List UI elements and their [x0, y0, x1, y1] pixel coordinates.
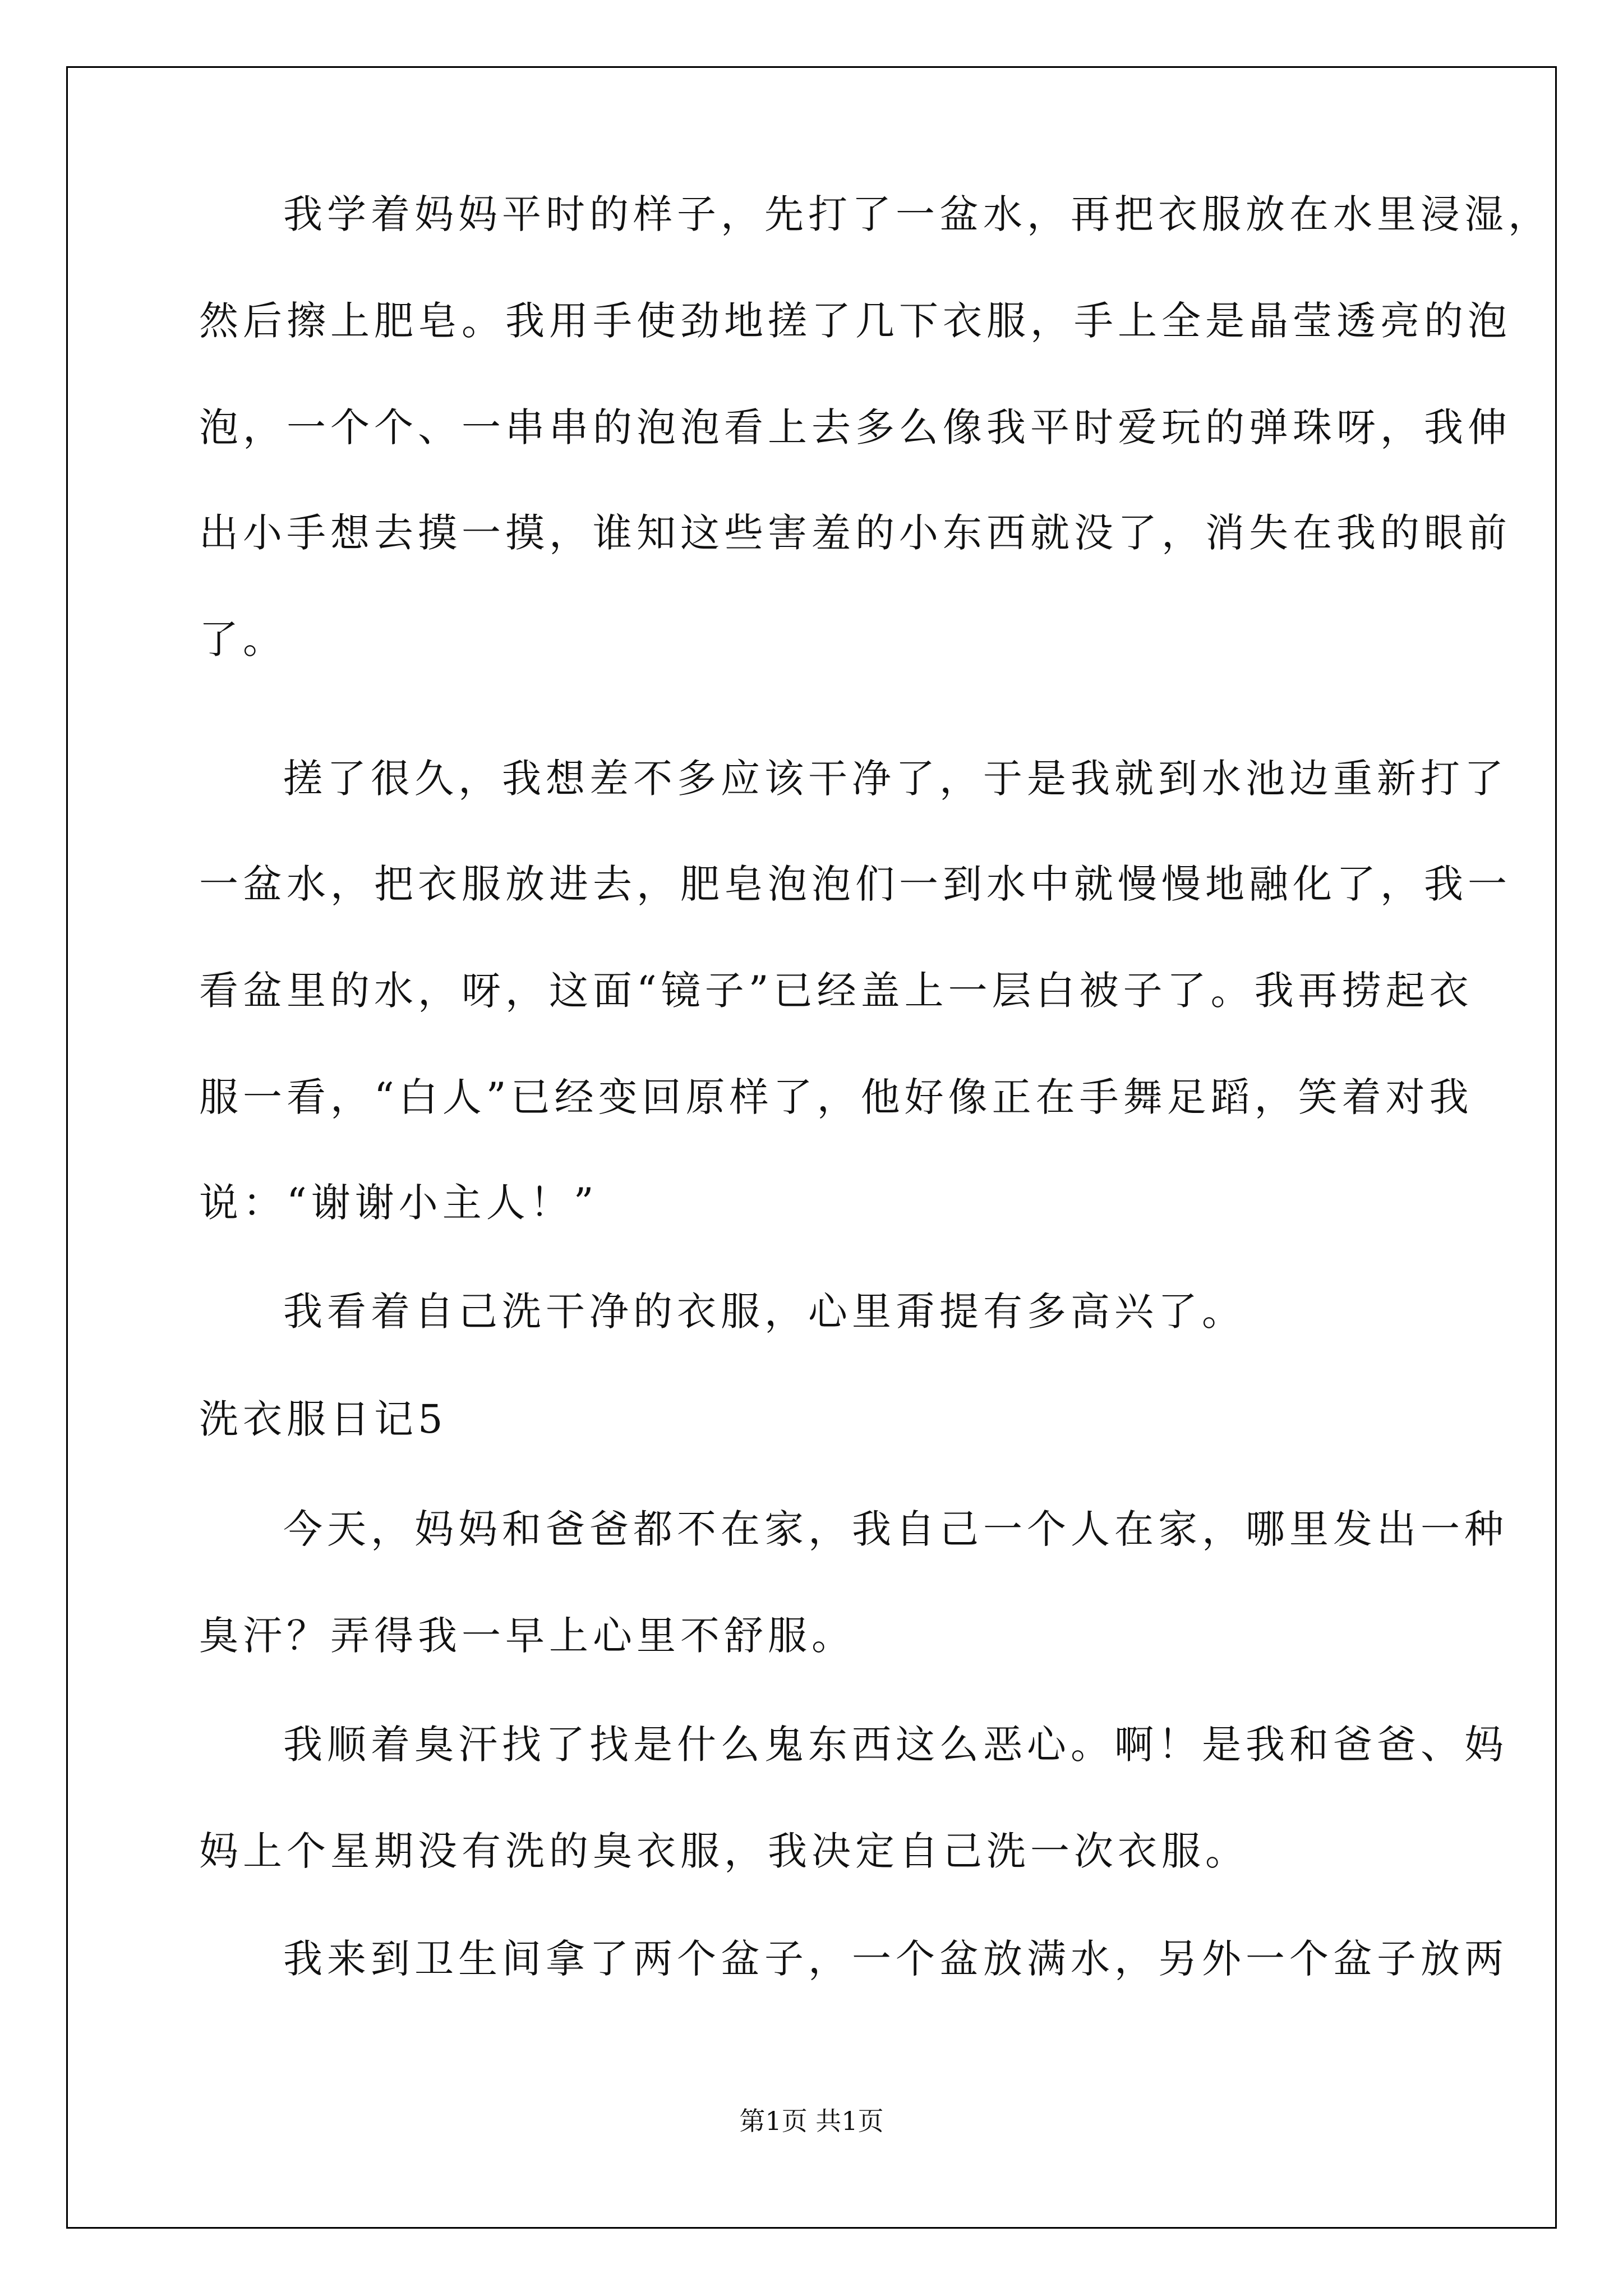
paragraph-line: 我学着妈妈平时的样子，先打了一盆水，再把衣服放在水里浸湿，	[283, 191, 1552, 237]
paragraph-line: 了。	[199, 616, 287, 662]
paragraph-line: 然后擦上肥皂。我用手使劲地搓了几下衣服，手上全是晶莹透亮的泡	[199, 298, 1511, 344]
paragraph-line: 我看着自己洗干净的衣服，心里甭提有多高兴了。	[283, 1289, 1246, 1335]
paragraph-line: 今天，妈妈和爸爸都不在家，我自己一个人在家，哪里发出一种	[283, 1506, 1508, 1552]
paragraph-line: 说：“谢谢小主人！”	[199, 1180, 598, 1226]
paragraph-line: 妈上个星期没有洗的臭衣服，我决定自己洗一次衣服。	[199, 1828, 1249, 1874]
page-border	[66, 66, 1557, 2229]
paragraph-line: 一盆水，把衣服放进去，肥皂泡泡们一到水中就慢慢地融化了，我一	[199, 861, 1511, 907]
page-number-footer: 第1页 共1页	[739, 2106, 884, 2136]
paragraph-line: 臭汗？弄得我一早上心里不舒服。	[199, 1613, 855, 1659]
section-heading: 洗衣服日记5	[199, 1396, 448, 1442]
paragraph-line: 泡，一个个、一串串的泡泡看上去多么像我平时爱玩的弹珠呀，我伸	[199, 404, 1511, 450]
paragraph-line: 出小手想去摸一摸，谁知这些害羞的小东西就没了，消失在我的眼前	[199, 510, 1511, 556]
paragraph-line: 服一看，“白人”已经变回原样了，他好像正在手舞足蹈，笑着对我	[199, 1074, 1473, 1120]
paragraph-line: 我来到卫生间拿了两个盆子，一个盆放满水，另外一个盆子放两	[283, 1936, 1508, 1982]
paragraph-line: 看盆里的水，呀，这面“镜子”已经盖上一层白被子了。我再捞起衣	[199, 968, 1473, 1014]
paragraph-line: 我顺着臭汗找了找是什么鬼东西这么恶心。啊！是我和爸爸、妈	[283, 1722, 1508, 1768]
paragraph-line: 搓了很久，我想差不多应该干净了，于是我就到水池边重新打了	[283, 756, 1508, 802]
